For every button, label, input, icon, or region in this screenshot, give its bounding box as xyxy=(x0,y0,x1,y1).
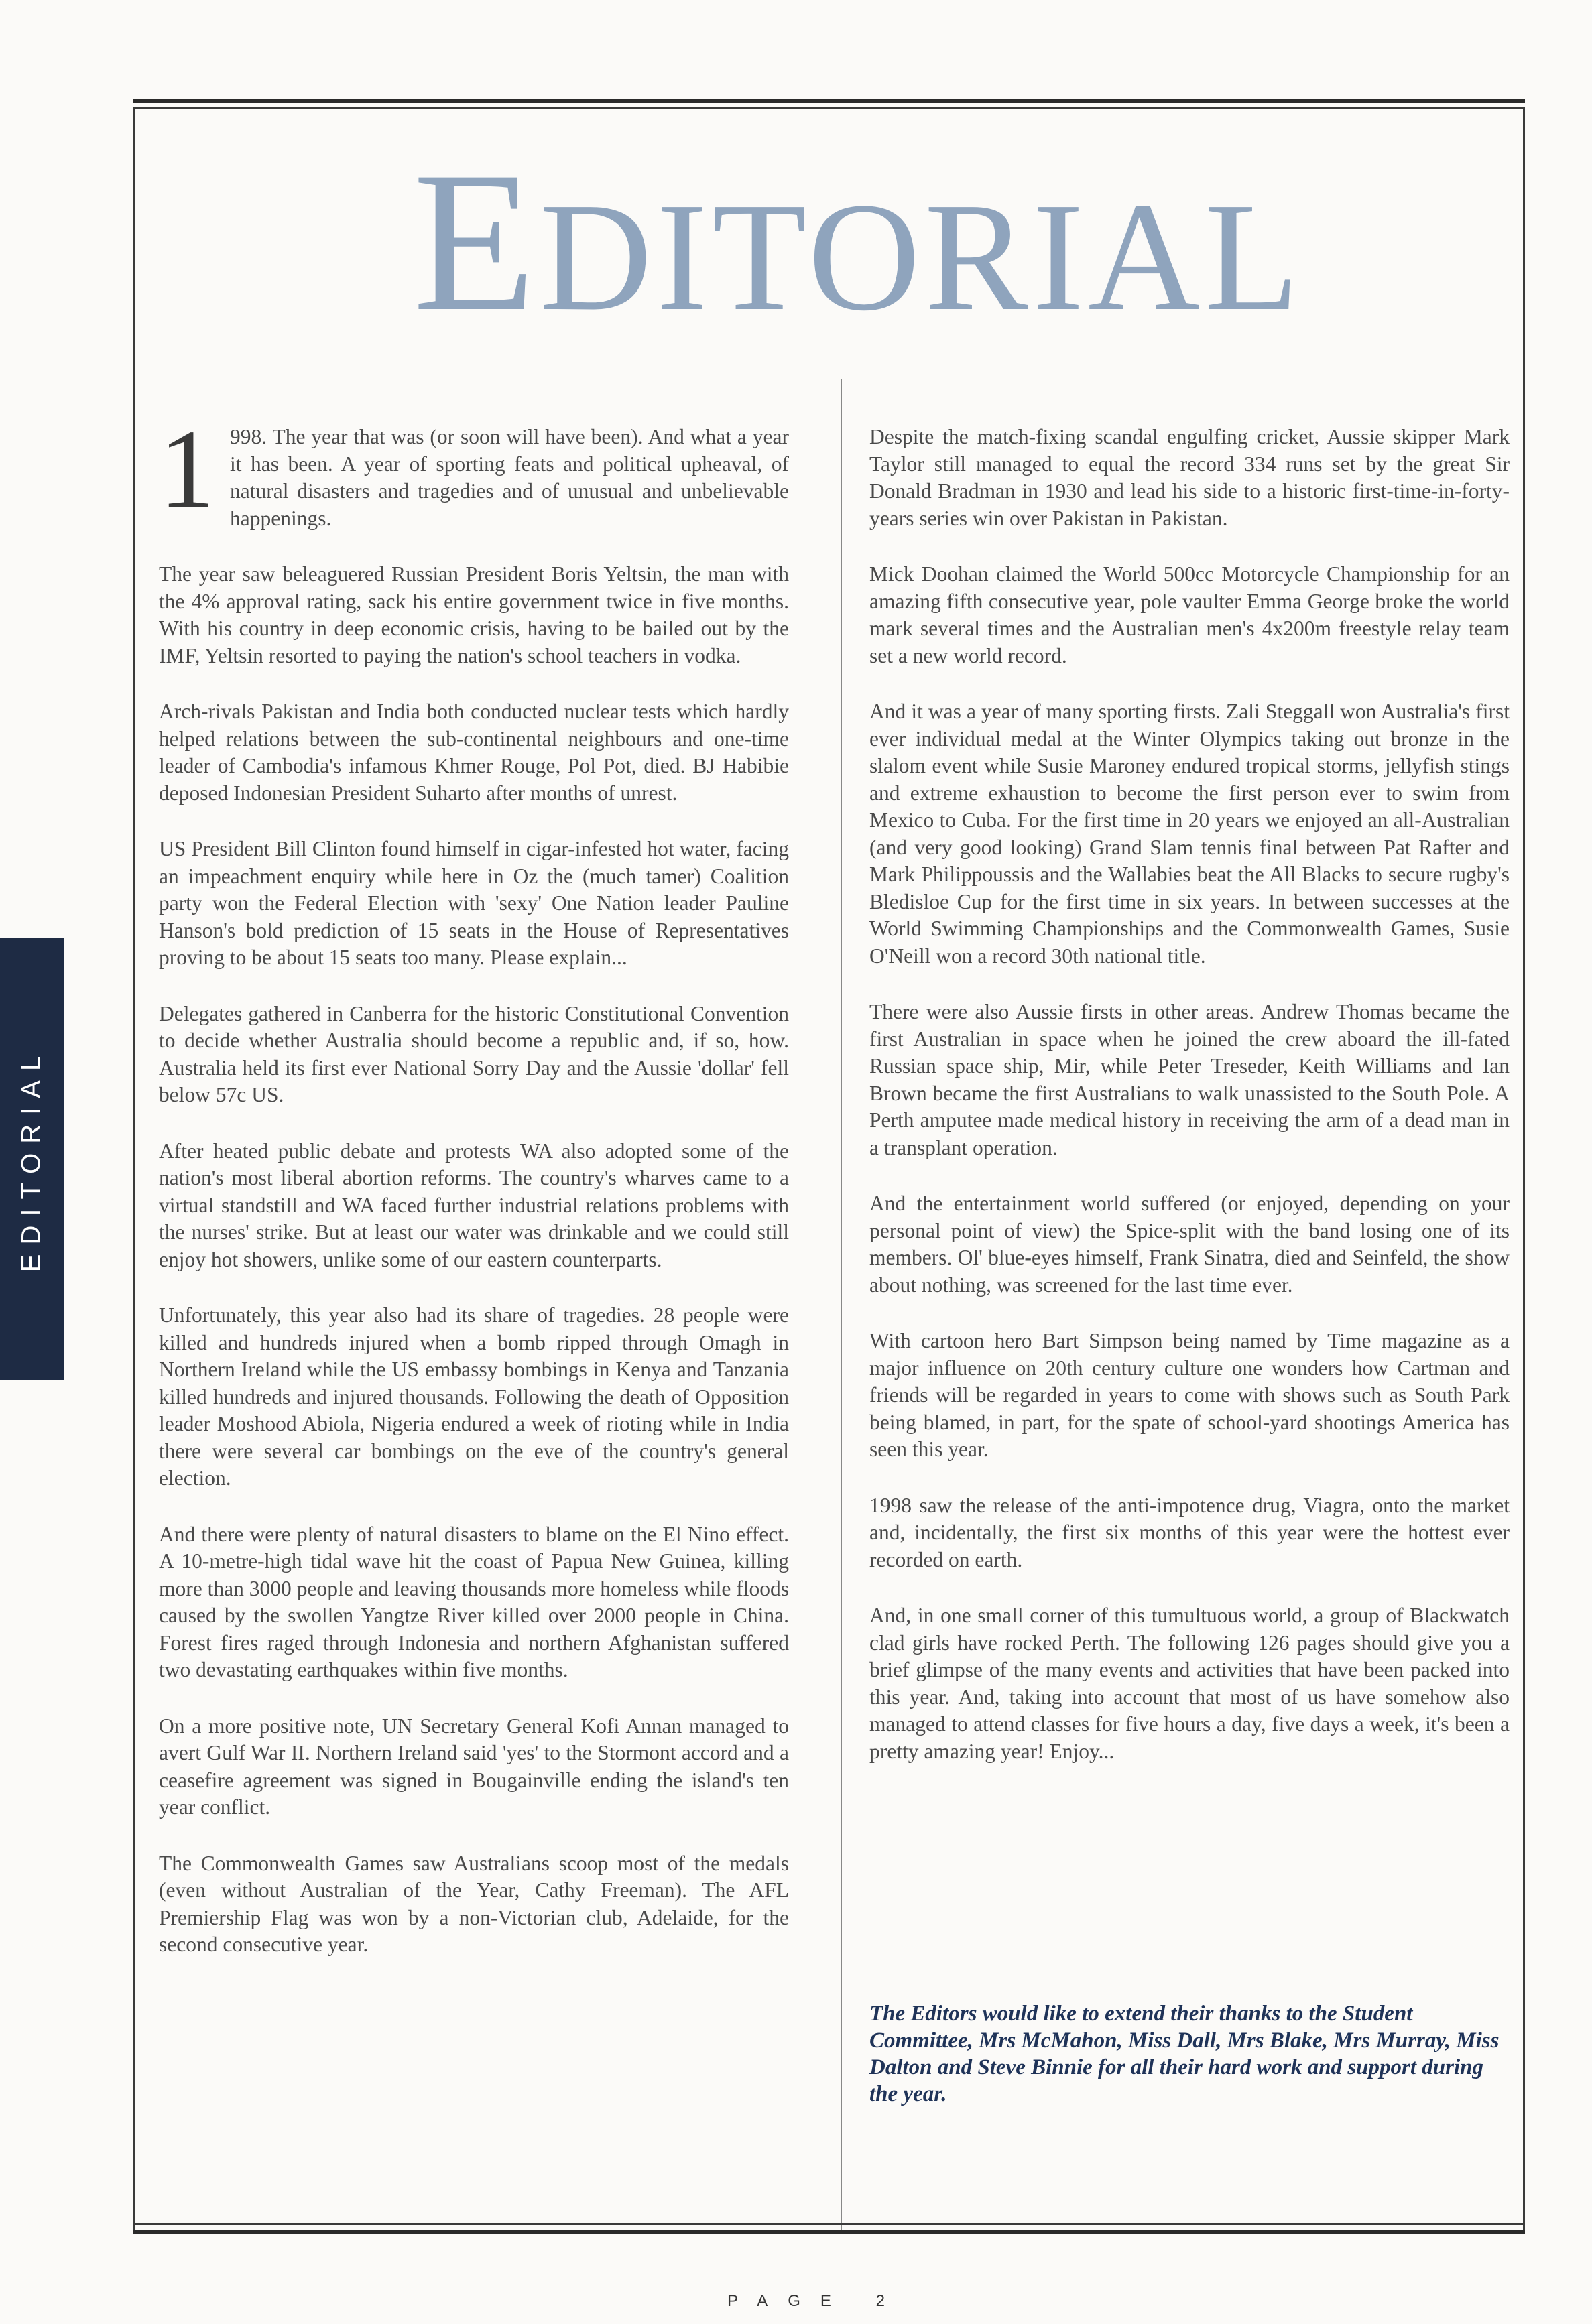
left-column xyxy=(159,407,789,1988)
top-rule-thin xyxy=(133,107,1525,109)
paragraph-cricket: Despite the match-fixing scandal engulfing cricket, Aussie skipper Mark Taylor still managed to equal the record 334 runs set by the great Sir Donald Bradman in 1930 and lead his side to a historic first-time-in-forty-years series win over Pakistan in Pakistan. xyxy=(869,425,1510,530)
page-number: PAGE 2 xyxy=(727,2292,905,2310)
drop-cap: 1 xyxy=(159,407,215,531)
paragraph-tragedies: Unfortunately, this year also had its share of tragedies. 28 people were killed and hundreds injured when a bomb ripped through Omagh in Northern Ireland while the US embassy bombings in Kenya and Tanzania killed hundreds and injured thousands. Following the death of Opposition leader Moshood Abiola, Nigeria endured a week of rioting while in India there were several car bombings on the eve of the country's general election. xyxy=(159,1303,789,1490)
bottom-rule-thick xyxy=(133,2230,1525,2234)
column-divider xyxy=(841,379,842,2232)
paragraph-positive-note: On a more positive note, UN Secretary General Kofi Annan managed to avert Gulf War II. Northern Ireland said 'yes' to the Stormont accord and a ceasefire agreement was signed in Bougainville ending the island's ten year conflict. xyxy=(159,1714,789,1819)
paragraph-sporting-firsts: And it was a year of many sporting firsts. Zali Steggall won Australia's first ever individual medal at the Winter Olympics taking out bronze in the slalom event while Susie Maroney endured tropical storms, jellyfish stings and extreme exhaustion to become the first person ever to swim from Mexico to Cuba. For the first time in 20 years we enjoyed an all-Australian (and very good looking) Grand Slam tennis final between Pat Rafter and Mark Philippoussis and the Wallabies beat the All Blacks to secure rugby's Bledisloe Cup for the first time in six years. In between successes at the World Swimming Championships and the Commonwealth Games, Susie O'Neill won a record 30th national title. xyxy=(869,700,1510,968)
paragraph-wa-reforms: After heated public debate and protests WA also adopted some of the nation's most liberal abortion reforms. The country's wharves came to a virtual standstill and WA faced further industrial relations problems with the nurses' strike. But at least our water was drinkable and we could still enjoy hot showers, unlike some of our eastern counterparts. xyxy=(159,1139,789,1271)
paragraph-commonwealth-games: The Commonwealth Games saw Australians scoop most of the medals (even without Australian of the Year, Cathy Freeman). The AFL Premiership Flag was won by a non-Victorian club, Adelaide, for the second consecutive year. xyxy=(159,1851,789,1956)
paragraph-bart-simpson: With cartoon hero Bart Simpson being named by Time magazine as a major influence on 20th century culture one wonders how Cartman and friends will be regarded in years to come with shows such as South Park being blamed, in part, for the spate of school-yard shootings America has seen this year. xyxy=(869,1329,1510,1461)
paragraph-viagra: 1998 saw the release of the anti-impotence drug, Viagra, onto the market and, incidentally, the first six months of this year were the hottest ever recorded on earth. xyxy=(869,1493,1510,1571)
top-rule-thick xyxy=(133,99,1525,103)
paragraph-nuclear-tests: Arch-rivals Pakistan and India both conducted nuclear tests which hardly helped relations between the sub-continental neighbours and one-time leader of Cambodia's infamous Khmer Rouge, Pol Pot, died. BJ Habibie deposed Indonesian President Suharto after months of unrest. xyxy=(159,700,789,805)
paragraph-yeltsin: The year saw beleaguered Russian President Boris Yeltsin, the man with the 4% approval rating, sack his entire government twice in five months. With his country in deep economic crisis, having to be bailed out by the IMF, Yeltsin resorted to paying the nation's school teachers in vodka. xyxy=(159,562,789,667)
paragraph-entertainment: And the entertainment world suffered (or enjoyed, depending on your personal point of view) the Spice-split with the band losing one of its members. Ol' blue-eyes himself, Frank Sinatra, died and Seinfeld, the show about nothing, was screened for the last time ever. xyxy=(869,1191,1510,1297)
frame-left-border xyxy=(133,107,135,2232)
page-title xyxy=(375,130,1341,352)
frame-right-border xyxy=(1523,107,1525,2232)
paragraph-doohan: Mick Doohan claimed the World 500cc Motorcycle Championship for an amazing fifth consecutive year, pole vaulter Emma George broke the world mark several times and the Australian men's 4x200m freestyle relay team set a new world record. xyxy=(869,562,1510,667)
paragraph-clinton: US President Bill Clinton found himself in cigar-infested hot water, facing an impeachment enquiry while here in Oz the (much tamer) Coalition party won the Federal Election with 'sexy' One Nation leader Pauline Hanson's bold prediction of 15 seats in the House of Representatives proving to be about 15 seats too many. Please explain... xyxy=(159,837,789,969)
right-column xyxy=(869,424,1510,1794)
paragraph-other-firsts: There were also Aussie firsts in other areas. Andrew Thomas became the first Australian in space when he joined the crew aboard the ill-fated Russian space ship, Mir, while Peter Treseder, Keith Williams and Ian Brown became the first Australians to walk unassisted to the South Pole. A Perth amputee made medical history in receiving the arm of a dead man in a transplant operation. xyxy=(869,1000,1510,1159)
paragraph-natural-disasters: And there were plenty of natural disasters to blame on the El Nino effect. A 10-metre-high tidal wave hit the coast of Papua New Guinea, killing more than 3000 people and leaving thousands more homeless while floods caused by the swollen Yangtze River killed over 2000 people in China. Forest fires raged through Indonesia and northern Afghanistan suffered two devastating earthquakes within five months. xyxy=(159,1522,789,1681)
bottom-rule-thin xyxy=(133,2223,1525,2225)
intro-paragraph xyxy=(159,407,789,532)
page-title-rest: DITORIAL xyxy=(540,171,1304,343)
intro-paragraph-text: 998. The year that was (or soon will have been). And what a year it has been. A year of sporting feats and political upheaval, of natural disasters and tragedies and of unusual and unbelievable happenings. xyxy=(230,425,789,530)
editors-thanks-note: The Editors would like to extend their thanks to the Student Committee, Mrs McMahon, Miss Dall, Mrs Blake, Mrs Murray, Miss Dalton and Steve Binnie for all their hard work and support during the year. xyxy=(869,2002,1499,2106)
paragraph-convention: Delegates gathered in Canberra for the historic Constitutional Convention to decide whether Australia should become a republic and, if so, how. Australia held its first ever National Sorry Day and the Aussie 'dollar' fell below 57c US. xyxy=(159,1001,789,1106)
paragraph-closing: And, in one small corner of this tumultuous world, a group of Blackwatch clad girls have rocked Perth. The following 126 pages should give you a brief glimpse of the many events and activities that have been packed into this year. And, taking into account that most of us have somehow also managed to attend classes for five hours a day, five days a week, it's been a pretty amazing year! Enjoy... xyxy=(869,1604,1510,1763)
page-title-initial: E xyxy=(412,130,540,352)
section-side-tab-label: EDITORIAL xyxy=(16,1046,46,1273)
